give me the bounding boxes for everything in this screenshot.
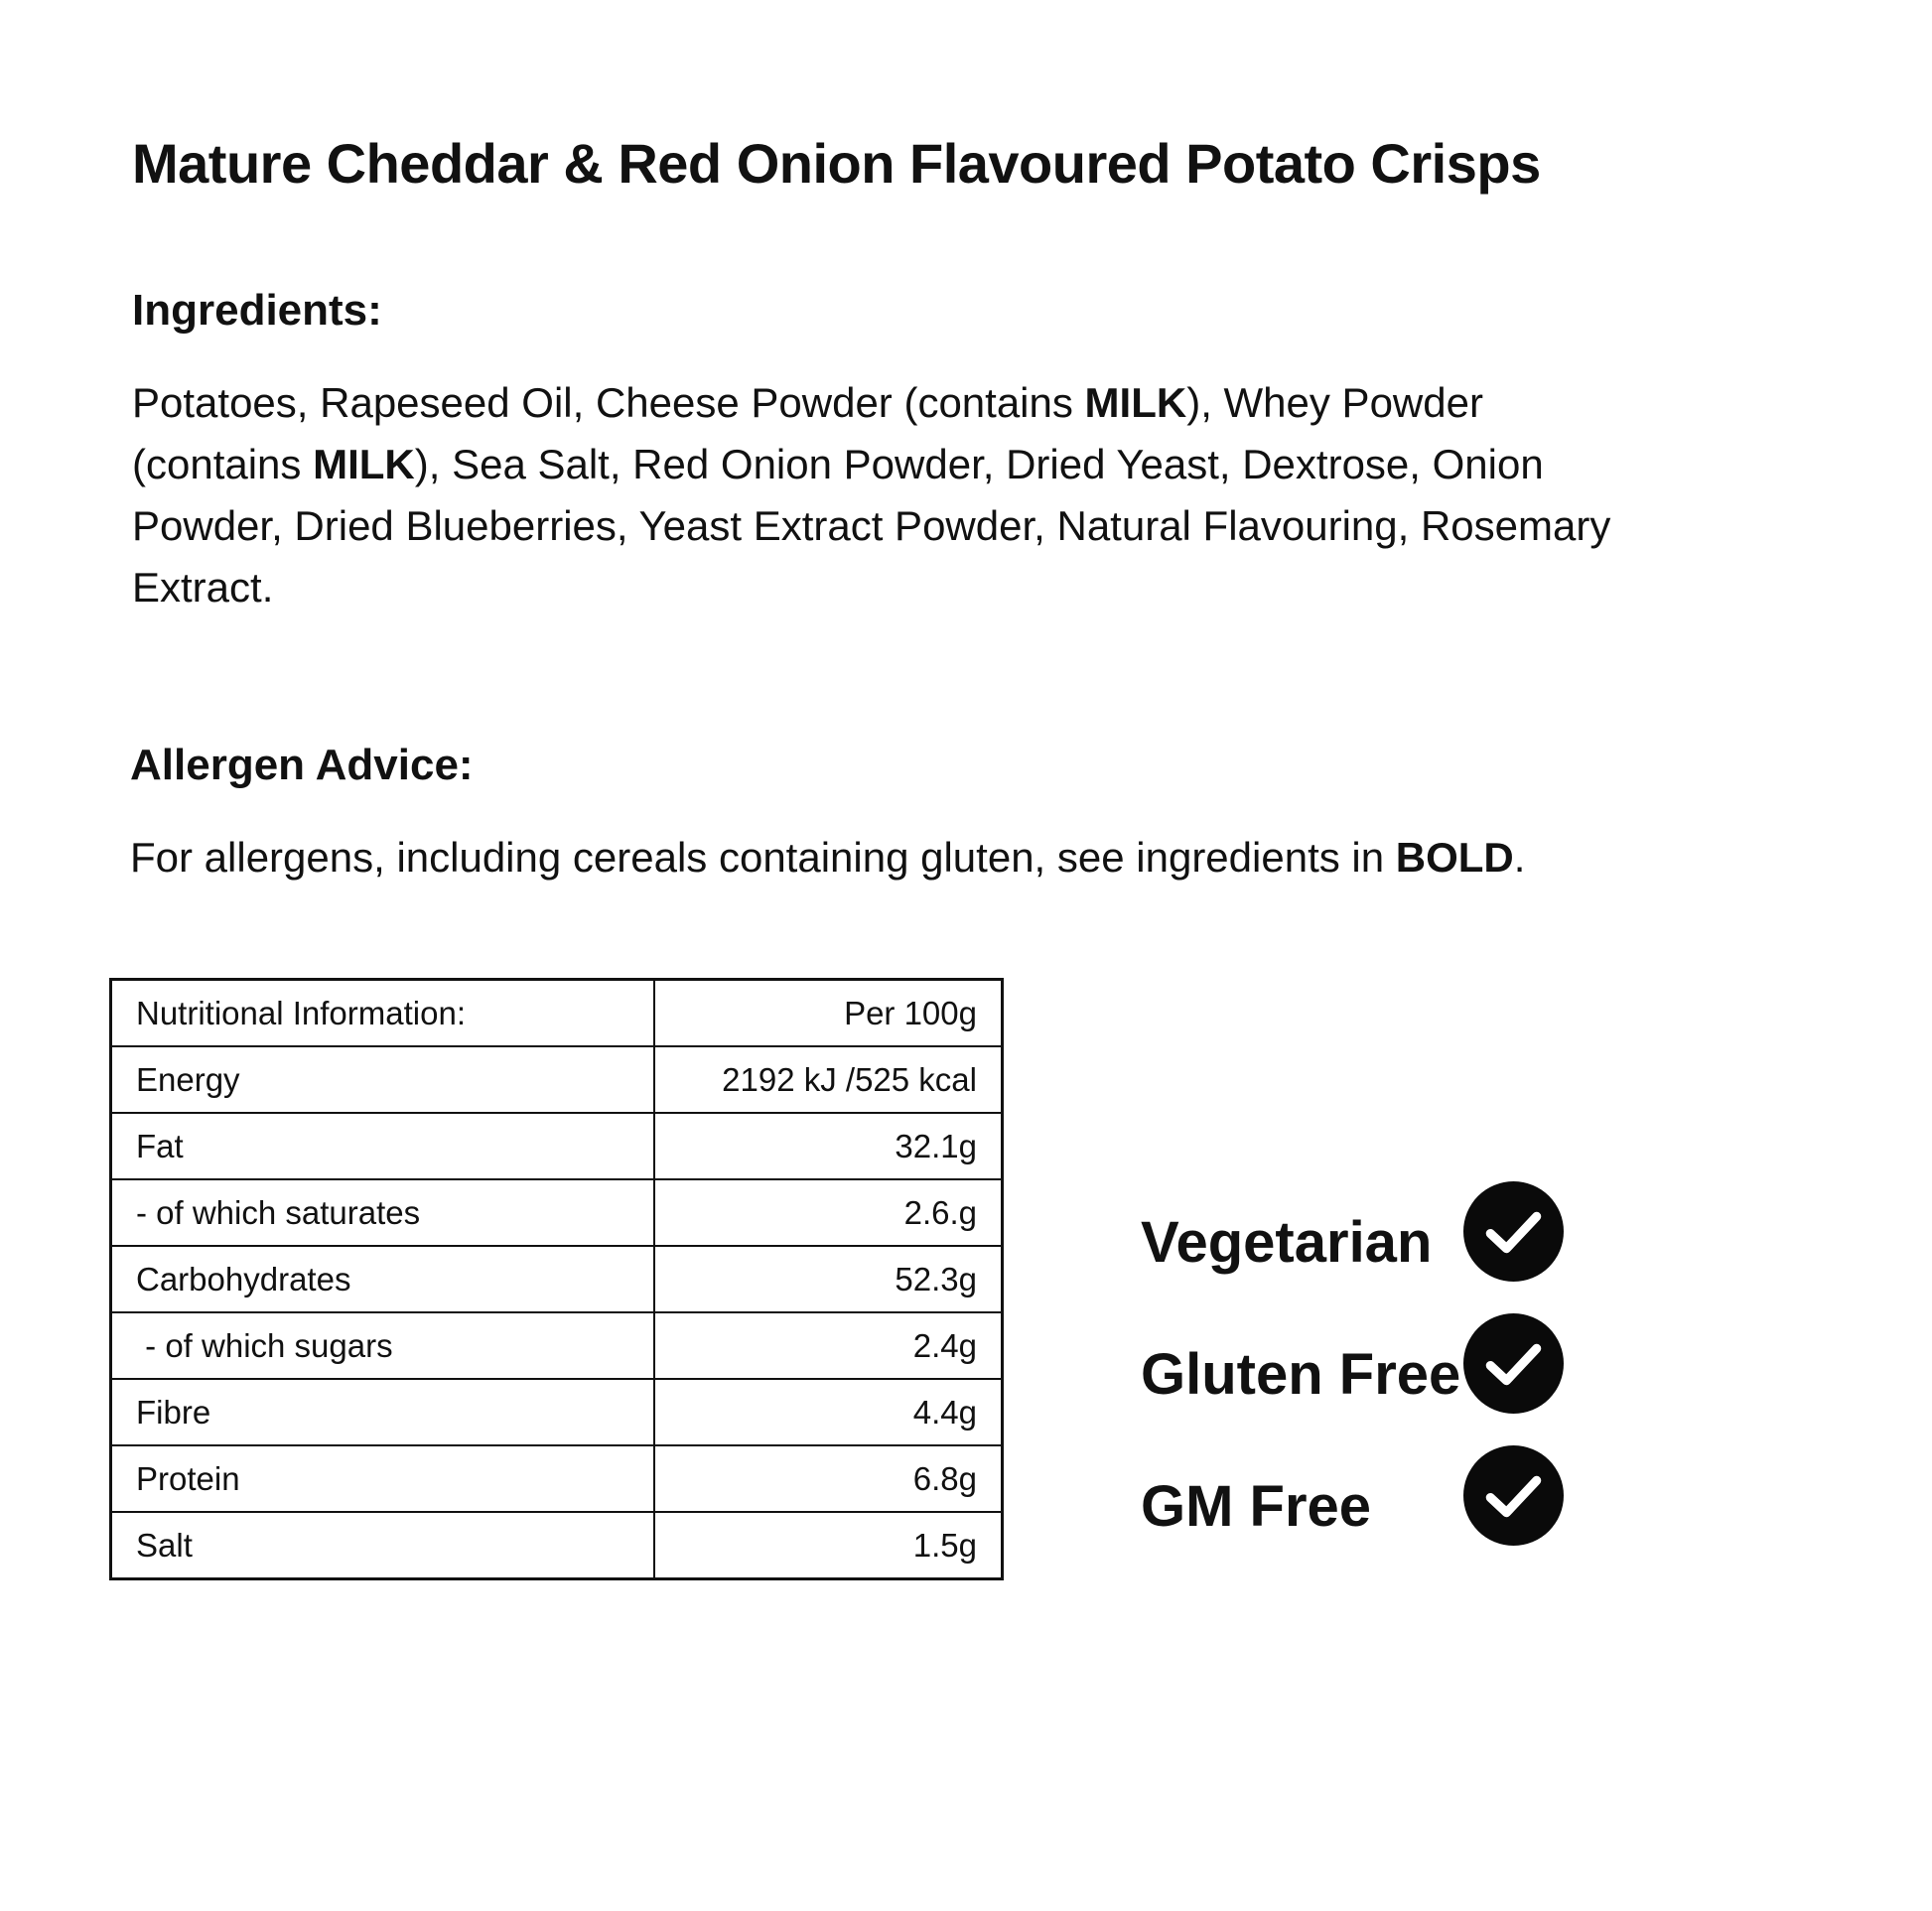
nutrient-label: Fat bbox=[111, 1113, 655, 1179]
nutrient-value: 1.5g bbox=[654, 1512, 1003, 1579]
nutrient-label: Energy bbox=[111, 1046, 655, 1113]
nutrient-value: 2192 kJ /525 kcal bbox=[654, 1046, 1003, 1113]
dietary-badges bbox=[1141, 1181, 1568, 1577]
allergen-advice bbox=[130, 827, 1525, 888]
allergen-milk: MILK bbox=[313, 441, 415, 487]
badge-label: GM Free bbox=[1141, 1474, 1372, 1539]
check-circle-icon bbox=[1463, 1313, 1564, 1414]
nutrient-label: - of which saturates bbox=[111, 1179, 655, 1246]
ingredients-part: ), Whey Powder (contains bbox=[132, 379, 1483, 487]
nutrition-header-value: Per 100g bbox=[654, 980, 1003, 1047]
nutrition-row bbox=[111, 1312, 1003, 1379]
nutrition-row bbox=[111, 1445, 1003, 1512]
check-circle-icon bbox=[1463, 1445, 1564, 1546]
nutrition-row bbox=[111, 1246, 1003, 1312]
nutrition-header-label: Nutritional Information: bbox=[111, 980, 655, 1047]
nutrient-label: Fibre bbox=[111, 1379, 655, 1445]
nutrition-row bbox=[111, 1046, 1003, 1113]
badge-vegetarian bbox=[1141, 1181, 1568, 1313]
badge-label: Gluten Free bbox=[1141, 1342, 1461, 1407]
allergen-advice-text: For allergens, including cereals containing gluten, see ingredients in bbox=[130, 834, 1396, 881]
nutrient-value: 2.4g bbox=[654, 1312, 1003, 1379]
ingredients-list bbox=[132, 372, 1641, 618]
nutrient-value: 6.8g bbox=[654, 1445, 1003, 1512]
allergen-heading: Allergen Advice: bbox=[130, 741, 474, 789]
nutrient-label: - of which sugars bbox=[111, 1312, 655, 1379]
nutrition-row bbox=[111, 1179, 1003, 1246]
ingredients-heading: Ingredients: bbox=[132, 286, 382, 335]
nutrition-row bbox=[111, 1379, 1003, 1445]
badge-gluten-free bbox=[1141, 1313, 1568, 1445]
ingredients-part: Potatoes, Rapeseed Oil, Cheese Powder (contains bbox=[132, 379, 1085, 426]
allergen-milk: MILK bbox=[1084, 379, 1187, 426]
nutrient-label: Protein bbox=[111, 1445, 655, 1512]
nutrient-value: 4.4g bbox=[654, 1379, 1003, 1445]
nutrient-label: Salt bbox=[111, 1512, 655, 1579]
badge-label: Vegetarian bbox=[1141, 1210, 1433, 1275]
nutrition-header-row bbox=[111, 980, 1003, 1047]
nutrition-table bbox=[109, 978, 1004, 1580]
allergen-bold-word: BOLD bbox=[1395, 834, 1514, 881]
product-title: Mature Cheddar & Red Onion Flavoured Potato Crisps bbox=[132, 132, 1541, 195]
nutrient-label: Carbohydrates bbox=[111, 1246, 655, 1312]
badge-gm-free bbox=[1141, 1445, 1568, 1577]
nutrient-value: 32.1g bbox=[654, 1113, 1003, 1179]
check-circle-icon bbox=[1463, 1181, 1564, 1282]
nutrient-value: 52.3g bbox=[654, 1246, 1003, 1312]
nutrition-row bbox=[111, 1113, 1003, 1179]
allergen-advice-end: . bbox=[1513, 834, 1526, 881]
nutrition-row bbox=[111, 1512, 1003, 1579]
ingredients-part: ), Sea Salt, Red Onion Powder, Dried Yeast, Dextrose, Onion Powder, Dried Blueberries, Yeast Extract Powder, Natural Flavouring, Rosemary Extract. bbox=[132, 441, 1611, 611]
nutrient-value: 2.6.g bbox=[654, 1179, 1003, 1246]
